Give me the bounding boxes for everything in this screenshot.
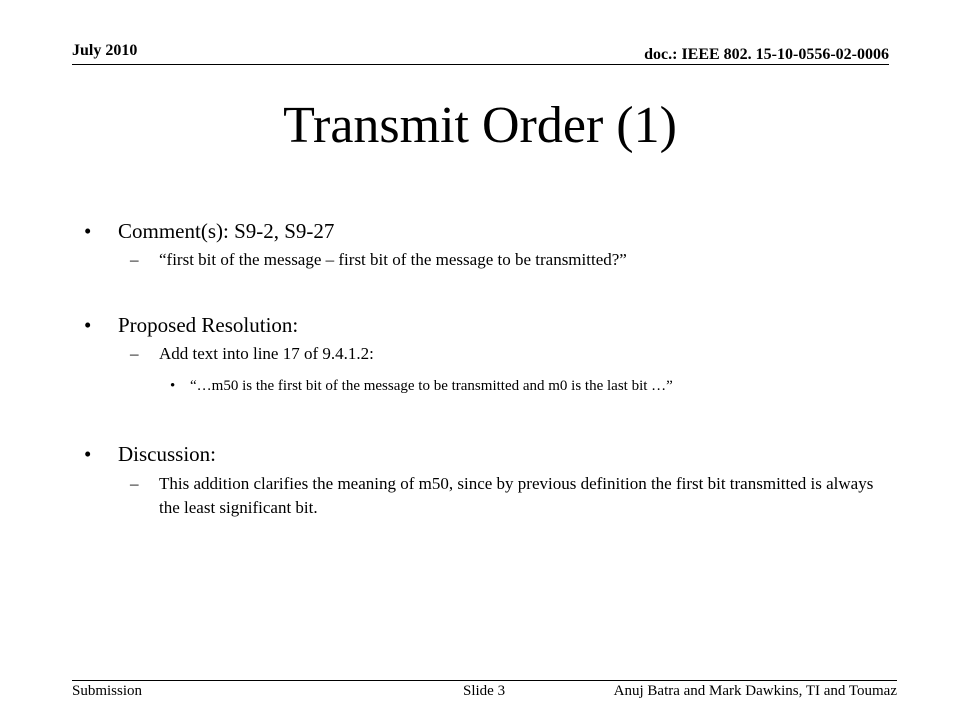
comment-label: Comment(s): S9-2, S9-27 xyxy=(118,219,335,243)
bullet-icon: • xyxy=(84,442,92,466)
bullet-icon: • xyxy=(84,219,92,243)
footer-divider xyxy=(72,680,897,681)
dash-icon: – xyxy=(130,250,139,269)
footer-submission: Submission xyxy=(72,683,143,699)
bullet-icon: • xyxy=(84,313,92,337)
bullet-resolution xyxy=(84,313,298,337)
resolution-quote: “…m50 is the first bit of the message to be transmitted and m0 is the last bit …” xyxy=(190,378,673,394)
sub-sub-bullet-resolution xyxy=(170,376,673,396)
resolution-label: Proposed Resolution: xyxy=(118,313,299,337)
resolution-text: Add text into line 17 of 9.4.1.2: xyxy=(159,344,374,363)
sub-bullet-discussion xyxy=(124,472,894,520)
dash-icon: – xyxy=(130,474,139,493)
header-date: July 2010 xyxy=(72,42,138,59)
comment-quote: “first bit of the message – first bit of the message to be transmitted?” xyxy=(159,250,627,269)
sub-bullet-comment xyxy=(124,248,894,272)
footer-slide-number: Slide 3 xyxy=(463,683,506,699)
bullet-comment xyxy=(84,219,334,243)
discussion-label: Discussion: xyxy=(118,442,217,466)
header-doc-id: doc.: IEEE 802. 15-10-0556-02-0006 xyxy=(644,46,889,63)
dash-icon: – xyxy=(130,344,139,363)
sub-bullet-resolution xyxy=(124,342,894,366)
bullet-discussion xyxy=(84,442,216,466)
bullet-icon: • xyxy=(170,378,176,394)
slide-title: Transmit Order (1) xyxy=(283,97,677,154)
discussion-text: This addition clarifies the meaning of m50, since by previous definition the first bit transmitted is always the least significant bit. xyxy=(159,474,874,517)
footer-authors: Anuj Batra and Mark Dawkins, TI and Toumaz xyxy=(613,683,897,699)
